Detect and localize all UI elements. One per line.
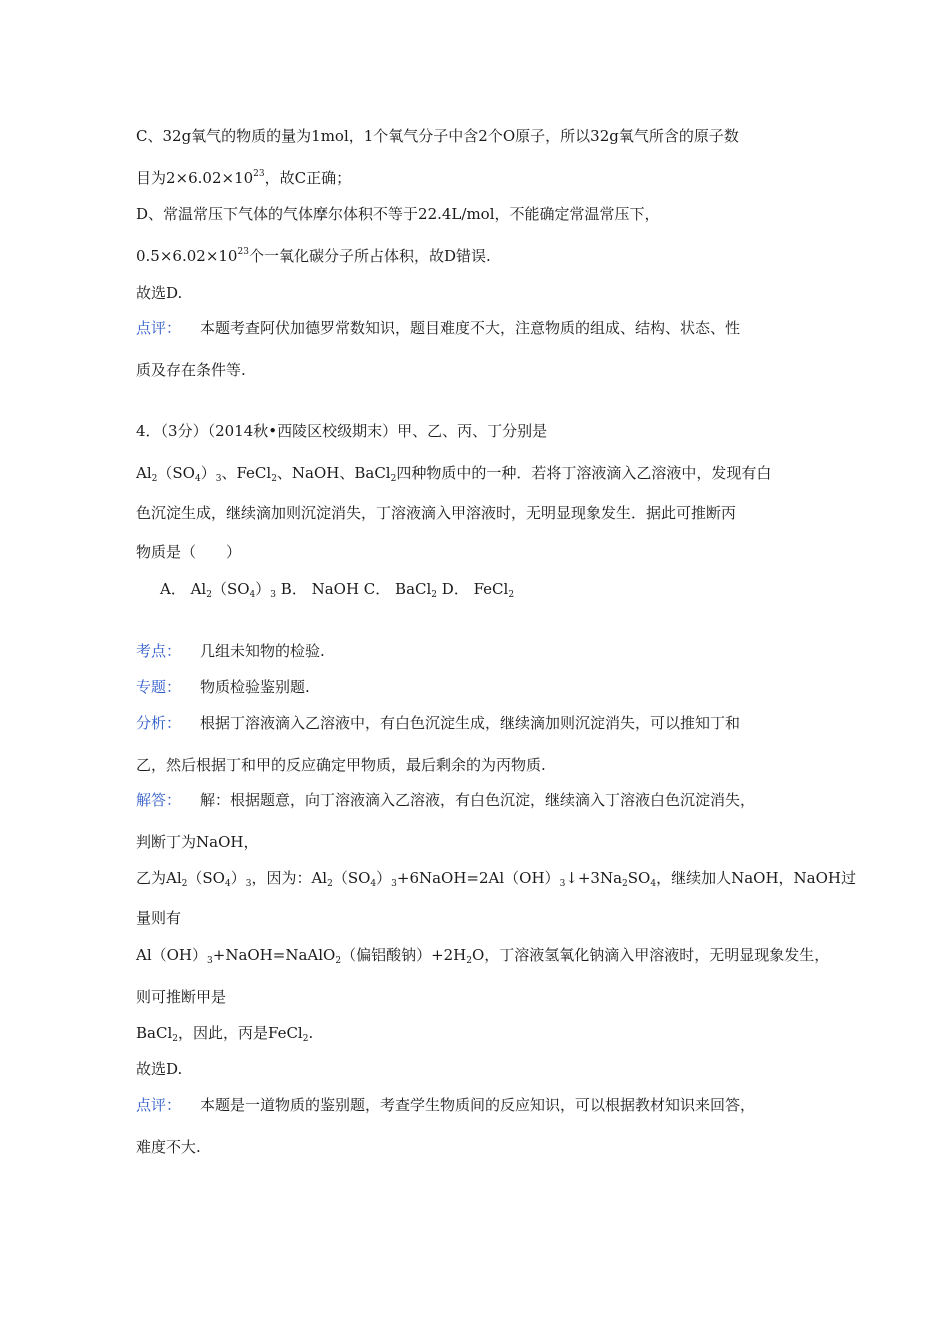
text: 质及存在条件等. <box>136 361 246 379</box>
subscript: 2 <box>271 474 277 484</box>
question-stem-1 <box>136 421 547 441</box>
option-a: A． Al <box>160 580 207 598</box>
text: 则可推断甲是 <box>136 988 227 1006</box>
question-stem-3 <box>136 503 736 523</box>
jieda-line-5 <box>136 945 829 965</box>
text: C、32g氧气的物质的量为1mol，1个氧气分子中含2个O原子，所以32g氧气所含的原子数 <box>136 127 739 145</box>
text: 解：根据题意，向丁溶液滴入乙溶液，有白色沉淀，继续滴入丁溶液白色沉淀消失， <box>200 791 756 809</box>
text: 根据丁溶液滴入乙溶液中，有白色沉淀生成，继续滴加则沉淀消失，可以推知丁和 <box>200 714 741 732</box>
text: SO <box>627 869 651 887</box>
subscript: 4 <box>224 879 231 889</box>
comment-line-2 <box>136 360 246 380</box>
text: ） <box>230 869 246 887</box>
text: 物质是（ ） <box>136 543 242 561</box>
subscript: 3 <box>391 879 397 889</box>
text: ） <box>255 580 271 598</box>
subscript: 2 <box>181 879 188 889</box>
subscript: 2 <box>151 474 158 484</box>
subscript: 4 <box>249 590 256 600</box>
subscript: 2 <box>302 1034 309 1044</box>
answer-options <box>160 579 514 599</box>
text: . <box>308 1024 314 1042</box>
text: 难度不大. <box>136 1138 201 1156</box>
subscript: 4 <box>194 474 201 484</box>
text: ，故C正确； <box>264 169 352 187</box>
jieda-line-4 <box>136 908 181 928</box>
subscript: 2 <box>327 879 333 889</box>
text: （SO <box>157 464 195 482</box>
fenxi-label: 分析： <box>136 714 182 732</box>
text: O，丁溶液氢氧化钠滴入甲溶液时，无明显现象发生， <box>472 946 830 964</box>
text: 本题是一道物质的鉴别题，考查学生物质间的反应知识，可以根据教材知识来回答， <box>200 1096 756 1114</box>
text: ↓+3Na <box>565 869 623 887</box>
subscript: 4 <box>370 879 377 889</box>
subscript: 2 <box>172 1034 178 1044</box>
question-stem-4 <box>136 542 241 562</box>
dianping-label: 点评： <box>136 1096 182 1114</box>
zhuanti-label: 专题： <box>136 678 182 696</box>
text: （偏铝酸钠）+2H <box>341 946 467 964</box>
kaodian-label: 考点： <box>136 642 182 660</box>
text: （SO <box>332 869 371 887</box>
text: 本题考查阿伏加德罗常数知识，题目难度不大，注意物质的组成、结构、状态、性 <box>200 319 741 337</box>
jieda-line-6 <box>136 987 226 1007</box>
text: D、常温常压下气体的气体摩尔体积不等于22.4L/mol，不能确定常温常压下， <box>136 205 660 223</box>
zhuanti-line <box>136 677 310 697</box>
jieda-line-1 <box>136 790 755 810</box>
text: ） <box>376 869 392 887</box>
subscript: 4 <box>650 879 657 889</box>
text: 量则有 <box>136 909 182 927</box>
subscript: 2 <box>508 590 515 600</box>
subscript: 3 <box>207 956 213 966</box>
text: ，继续加人NaOH，NaOH过 <box>656 869 856 887</box>
fenxi-line-1 <box>136 713 740 733</box>
jieda-line-2 <box>136 832 258 852</box>
text: +6NaOH=2Al（OH） <box>396 869 560 887</box>
jieda-line-7 <box>136 1023 313 1043</box>
text: 个一氧化碳分子所占体积，故D错误. <box>248 247 491 265</box>
option-c-line-2 <box>136 168 351 188</box>
subscript: 2 <box>622 879 628 889</box>
text: 乙为Al <box>136 869 182 887</box>
text: +NaOH=NaAlO <box>212 946 336 964</box>
subscript: 2 <box>431 590 438 600</box>
text: ） <box>200 464 216 482</box>
text: （SO <box>187 869 225 887</box>
question-stem-2 <box>136 463 771 483</box>
choice-line-2 <box>136 1059 182 1079</box>
fenxi-line-2 <box>136 755 546 775</box>
text: 、NaOH、BaCl <box>276 464 391 482</box>
option-d-line-2 <box>136 246 491 266</box>
subscript: 2 <box>390 474 397 484</box>
text: 4．（3分）（2014秋•西陵区校级期末）甲、乙、丙、丁分别是 <box>136 422 548 440</box>
subscript: 2 <box>466 956 472 966</box>
superscript: 23 <box>253 169 265 179</box>
text: 乙，然后根据丁和甲的反应确定甲物质，最后剩余的为丙物质. <box>136 756 546 774</box>
text: 几组未知物的检验. <box>200 642 325 660</box>
text: ，因此，丙是FeCl <box>177 1024 303 1042</box>
option-b-c: B． NaOH C． BaCl <box>276 580 432 598</box>
text: 0.5×6.02×10 <box>136 247 238 265</box>
text: 目为2×6.02×10 <box>136 169 254 187</box>
dianping-line-1 <box>136 1095 755 1115</box>
text: Al <box>136 464 152 482</box>
subscript: 3 <box>245 879 252 889</box>
subscript: 2 <box>206 590 212 600</box>
text: 判断丁为NaOH， <box>136 833 259 851</box>
text: 色沉淀生成，继续滴加则沉淀消失，丁溶液滴入甲溶液时，无明显现象发生．据此可推断丙 <box>136 504 737 522</box>
dianping-line-2 <box>136 1137 201 1157</box>
comment-label: 点评： <box>136 319 182 337</box>
text: 、FeCl <box>221 464 272 482</box>
text: 故选D. <box>136 1060 183 1078</box>
option-d: D． FeCl <box>437 580 509 598</box>
subscript: 3 <box>559 879 566 889</box>
text: ，因为：Al <box>251 869 328 887</box>
choice-line <box>136 283 182 303</box>
text: 故选D. <box>136 284 183 302</box>
text: 物质检验鉴别题. <box>200 678 310 696</box>
kaodian-line <box>136 641 325 661</box>
subscript: 3 <box>215 474 222 484</box>
superscript: 23 <box>237 247 249 257</box>
comment-line-1 <box>136 318 740 338</box>
text: Al（OH） <box>136 946 208 964</box>
option-c-line-1 <box>136 126 739 146</box>
subscript: 3 <box>270 590 277 600</box>
subscript: 2 <box>335 956 342 966</box>
jieda-line-3 <box>136 868 856 888</box>
text: BaCl <box>136 1024 173 1042</box>
jieda-label: 解答： <box>136 791 182 809</box>
option-d-line-1 <box>136 204 660 224</box>
text: 四种物质中的一种．若将丁溶液滴入乙溶液中，发现有白 <box>396 464 772 482</box>
text: （SO <box>211 580 250 598</box>
